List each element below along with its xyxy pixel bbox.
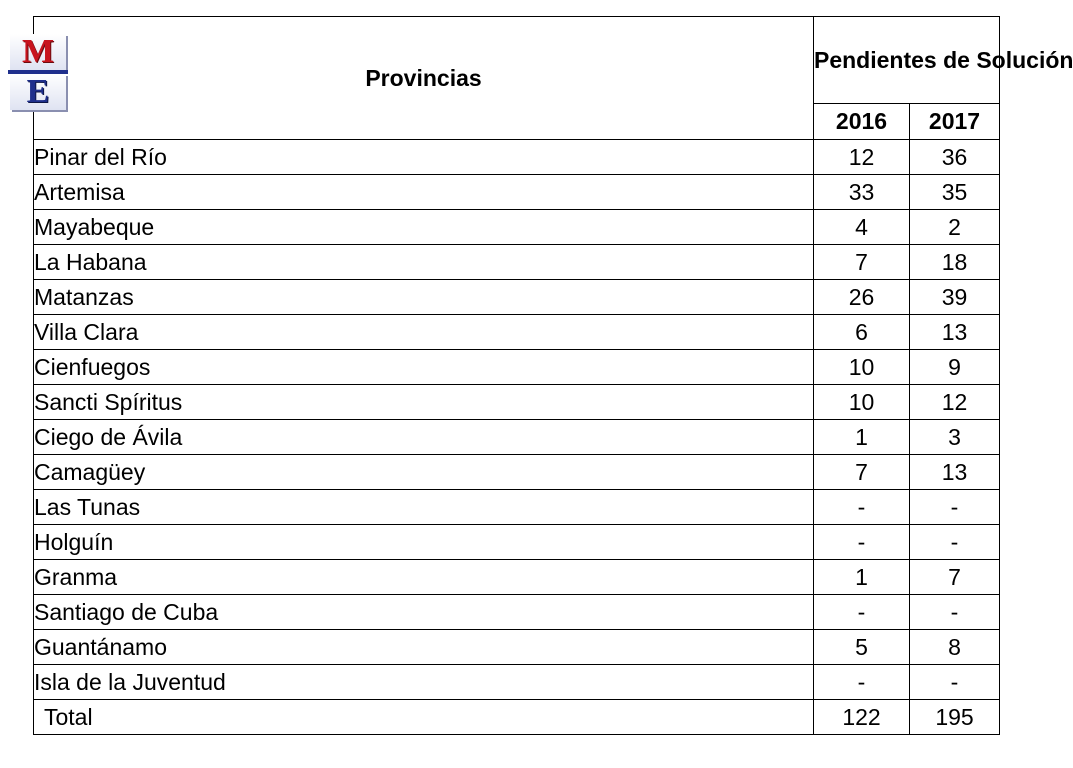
table-row <box>34 665 1000 700</box>
value-2016: - <box>814 665 910 700</box>
provincias-table <box>33 16 1073 735</box>
province-name: Camagüey <box>34 455 814 490</box>
value-2017: 18 <box>910 245 1000 280</box>
value-2016: 6 <box>814 315 910 350</box>
province-name: Mayabeque <box>34 210 814 245</box>
table-row <box>34 280 1000 315</box>
header-year-2016: 2016 <box>814 104 910 140</box>
province-name: Guantánamo <box>34 630 814 665</box>
province-name: Matanzas <box>34 280 814 315</box>
value-2016: - <box>814 525 910 560</box>
value-2017: 9 <box>910 350 1000 385</box>
value-2016: 5 <box>814 630 910 665</box>
province-name: Las Tunas <box>34 490 814 525</box>
province-name: La Habana <box>34 245 814 280</box>
value-2016: 10 <box>814 350 910 385</box>
value-2016: 4 <box>814 210 910 245</box>
me-logo <box>8 34 68 112</box>
table-row <box>34 525 1000 560</box>
table-row <box>34 175 1000 210</box>
logo-m-tile <box>10 34 66 70</box>
province-name: Sancti Spíritus <box>34 385 814 420</box>
header-year-2017: 2017 <box>910 104 1000 140</box>
table-row <box>34 595 1000 630</box>
table-row <box>34 210 1000 245</box>
value-2017: - <box>910 525 1000 560</box>
table-row <box>34 140 1000 175</box>
table-row <box>34 385 1000 420</box>
value-2017: 35 <box>910 175 1000 210</box>
province-name: Ciego de Ávila <box>34 420 814 455</box>
province-name: Granma <box>34 560 814 595</box>
province-name: Holguín <box>34 525 814 560</box>
table-row <box>34 420 1000 455</box>
value-2017: 3 <box>910 420 1000 455</box>
header-provincias: Provincias <box>34 17 814 140</box>
table-row <box>34 630 1000 665</box>
total-row <box>34 700 1000 735</box>
table-row <box>34 560 1000 595</box>
value-2017: 13 <box>910 455 1000 490</box>
province-name: Pinar del Río <box>34 140 814 175</box>
logo-e-tile <box>10 74 66 110</box>
value-2017: 13 <box>910 315 1000 350</box>
province-name: Isla de la Juventud <box>34 665 814 700</box>
table-row <box>34 490 1000 525</box>
value-2017: 12 <box>910 385 1000 420</box>
value-2016: - <box>814 490 910 525</box>
header-row-top <box>34 17 1000 104</box>
total-2016: 122 <box>814 700 910 735</box>
value-2016: 12 <box>814 140 910 175</box>
value-2017: 39 <box>910 280 1000 315</box>
province-name: Cienfuegos <box>34 350 814 385</box>
value-2017: - <box>910 490 1000 525</box>
value-2016: 1 <box>814 560 910 595</box>
province-name: Villa Clara <box>34 315 814 350</box>
value-2016: 7 <box>814 245 910 280</box>
table-row <box>34 245 1000 280</box>
value-2016: 33 <box>814 175 910 210</box>
value-2017: - <box>910 595 1000 630</box>
table-row <box>34 350 1000 385</box>
value-2016: 7 <box>814 455 910 490</box>
value-2017: 7 <box>910 560 1000 595</box>
logo-letter-m: M <box>21 33 55 70</box>
logo-letter-e: E <box>26 73 50 110</box>
province-name: Santiago de Cuba <box>34 595 814 630</box>
value-2017: 36 <box>910 140 1000 175</box>
table-row <box>34 315 1000 350</box>
value-2016: 10 <box>814 385 910 420</box>
value-2017: 2 <box>910 210 1000 245</box>
header-pendientes-de-solucion: Pendientes de Solución <box>814 17 1000 104</box>
value-2016: 26 <box>814 280 910 315</box>
value-2017: 8 <box>910 630 1000 665</box>
table-row <box>34 455 1000 490</box>
value-2017: - <box>910 665 1000 700</box>
value-2016: - <box>814 595 910 630</box>
total-2017: 195 <box>910 700 1000 735</box>
value-2016: 1 <box>814 420 910 455</box>
province-name: Artemisa <box>34 175 814 210</box>
total-label: Total <box>34 700 814 735</box>
